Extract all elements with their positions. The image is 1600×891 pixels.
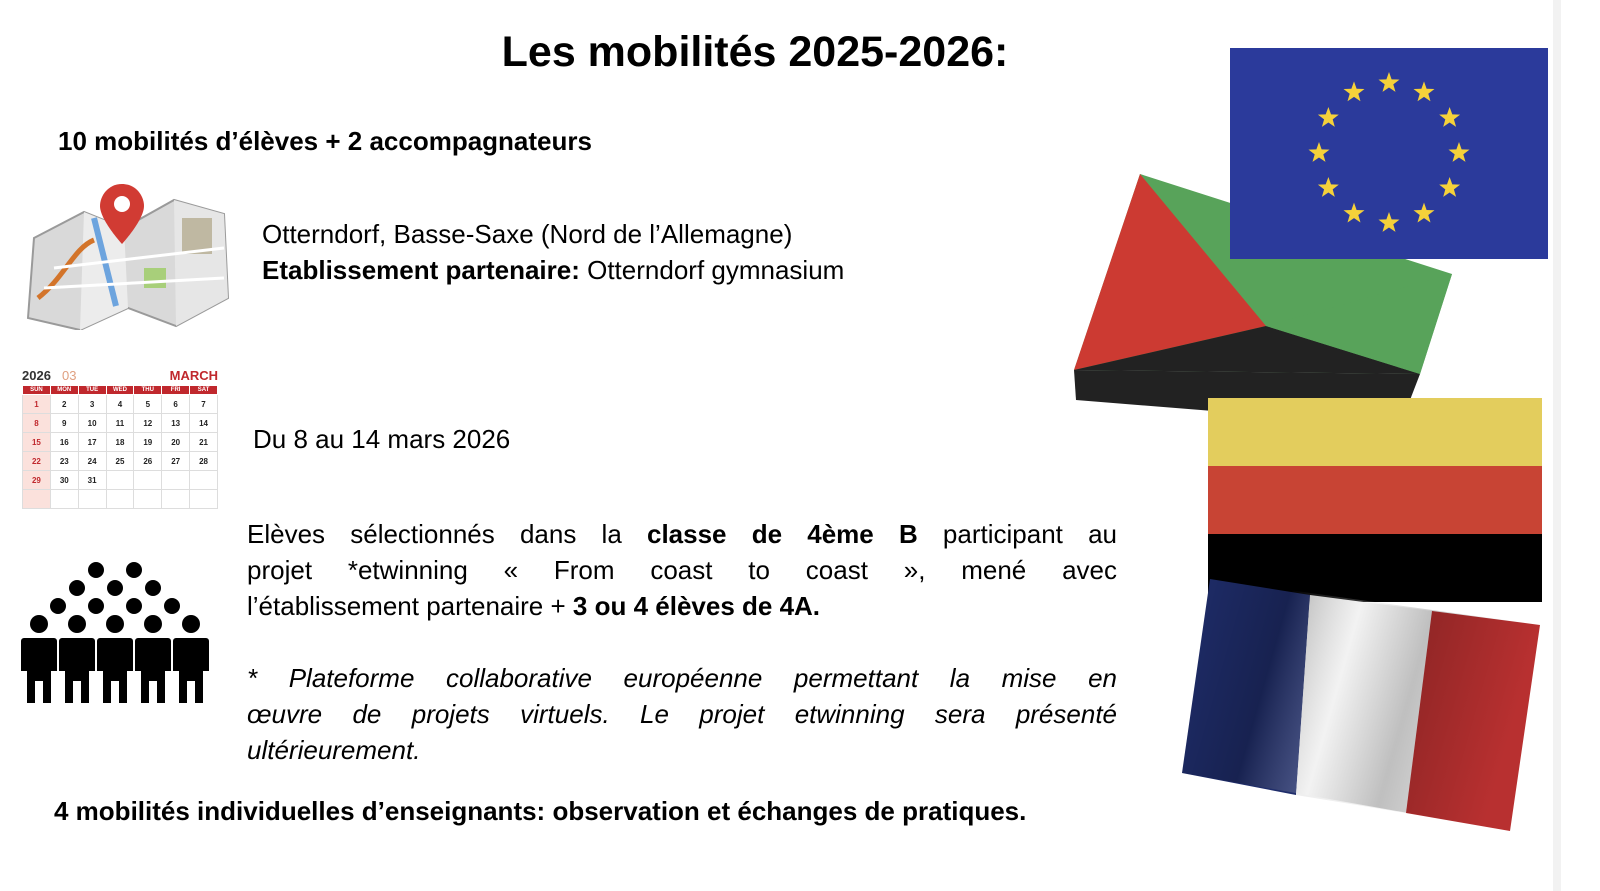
person-body [135,638,171,703]
calendar-day-cell [190,471,218,490]
weekday-label: TUE [78,386,106,395]
weekday-label: MON [50,386,78,395]
french-flag-icon [1180,575,1545,835]
mobility-dates: Du 8 au 14 mars 2026 [253,424,511,454]
calendar-day-cell: 15 [23,433,51,452]
destination-block [262,216,844,288]
calendar-day-cell: 6 [162,395,190,414]
weekday-label: SUN [23,386,51,395]
calendar-day-cell: 13 [162,414,190,433]
calendar-day-cell: 14 [190,414,218,433]
calendar-week-row [23,395,218,414]
calendar-header [22,368,218,385]
eu-flag-icon [1230,48,1548,259]
calendar-day-cell: 26 [134,452,162,471]
calendar-week-row [23,414,218,433]
group-people-icon [20,560,210,706]
partner-line [262,252,844,288]
calendar-day-cell: 27 [162,452,190,471]
partner-label: Etablissement partenaire: [262,255,580,285]
class-highlight: classe de 4ème B [646,519,918,549]
etwinning-note [247,660,1117,768]
calendar-day-cell [50,490,78,509]
person-body [59,638,95,703]
teacher-mobility-line: 4 mobilités individuelles d’enseignants: observation et échanges de pratiques. [54,796,1027,826]
person-body [97,638,133,703]
calendar-day-cell [162,490,190,509]
student-mobility-count: 10 mobilités d’élèves + 2 accompagnateurs [58,126,592,156]
calendar-week-row [23,452,218,471]
calendar-day-cell: 2 [50,395,78,414]
calendar-day-cell: 16 [50,433,78,452]
calendar-grid [22,385,218,509]
destination-line: Otterndorf, Basse-Saxe (Nord de l’Allemagne) [262,219,793,249]
person-body [21,638,57,703]
calendar-day-cell: 21 [190,433,218,452]
calendar-day-cell: 19 [134,433,162,452]
students-line-1 [247,516,1117,552]
calendar-month-number: 03 [62,368,77,383]
calendar-day-cell [78,490,106,509]
calendar-day-cell: 3 [78,395,106,414]
scrollbar-track[interactable] [1553,0,1561,891]
note-line-2: œuvre de projets virtuels. Le projet etwinning sera présenté [247,699,1117,729]
calendar-day-cell: 24 [78,452,106,471]
calendar-week-row [23,490,218,509]
students-line-3 [247,588,1117,624]
calendar-day-cell: 4 [106,395,134,414]
calendar-day-cell: 31 [78,471,106,490]
calendar-day-cell [162,471,190,490]
calendar-day-cell: 12 [134,414,162,433]
calendar-day-cell: 20 [162,433,190,452]
calendar-day-cell: 18 [106,433,134,452]
calendar-day-cell: 29 [23,471,51,490]
calendar-month-name: MARCH [169,368,218,383]
calendar-day-cell [134,490,162,509]
person-body [173,638,209,703]
calendar-day-cell [106,471,134,490]
calendar-day-cell: 7 [190,395,218,414]
calendar-day-cell [23,490,51,509]
note-line-3: ultérieurement. [247,735,421,765]
partner-value: Otterndorf gymnasium [579,255,845,285]
calendar-day-cell: 28 [190,452,218,471]
weekday-label: THU [134,386,162,395]
note-line-1: * Plateforme collaborative européenne permettant la mise en [247,663,1117,693]
map-pin-icon [24,178,232,330]
calendar-week-row [23,471,218,490]
calendar-day-cell: 9 [50,414,78,433]
calendar-day-cell: 22 [23,452,51,471]
calendar-day-cell: 17 [78,433,106,452]
students-text: Elèves sélectionnés dans la [247,519,647,549]
extra-students-highlight: 3 ou 4 élèves de 4A. [572,591,821,621]
calendar-day-cell: 8 [23,414,51,433]
calendar-day-cell: 25 [106,452,134,471]
calendar-day-cell: 11 [106,414,134,433]
german-flag-icon [1208,398,1542,602]
calendar-day-cell: 1 [23,395,51,414]
students-text: l’établissement partenaire + [247,591,573,621]
weekday-label: FRI [162,386,190,395]
students-paragraph [247,516,1117,624]
calendar-day-cell [190,490,218,509]
calendar-day-cell: 30 [50,471,78,490]
calendar-day-cell: 10 [78,414,106,433]
calendar-day-cell [134,471,162,490]
weekday-label: SAT [190,386,218,395]
page-title: Les mobilités 2025-2026: [501,28,1009,76]
calendar-day-cell: 23 [50,452,78,471]
calendar-week-row [23,433,218,452]
weekday-label: WED [106,386,134,395]
calendar-day-cell: 5 [134,395,162,414]
students-line-2: projet *etwinning « From coast to coast », mené avec [247,555,1117,585]
calendar-day-cell [106,490,134,509]
calendar-year: 2026 [22,368,51,383]
students-text: participant au [917,519,1117,549]
calendar-icon [22,368,218,509]
